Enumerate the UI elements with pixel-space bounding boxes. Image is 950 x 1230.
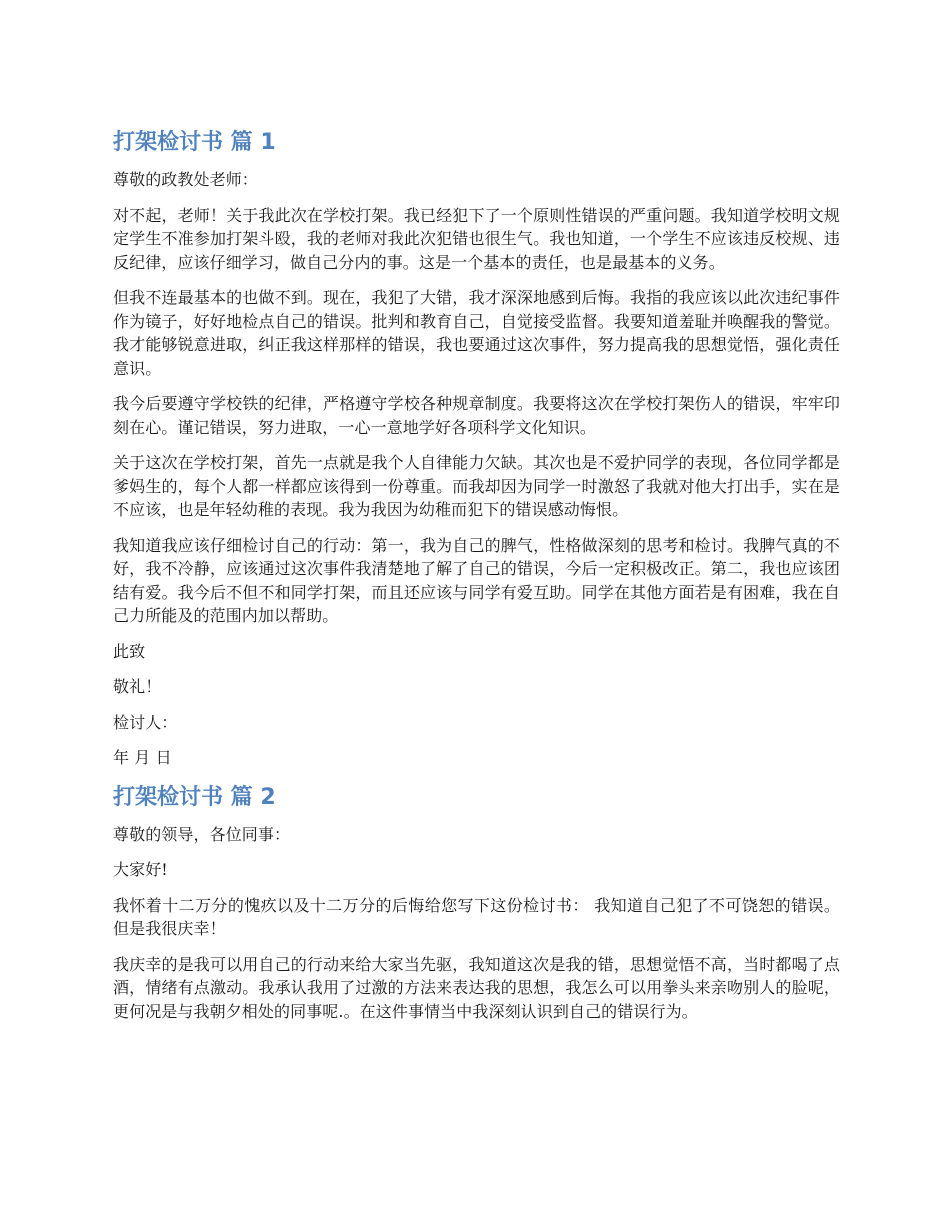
body-paragraph: 我庆幸的是我可以用自己的行动来给大家当先驱，我知道这次是我的错，思想觉悟不高，当时都喝了点酒，情绪有点激动。我承认我用了过激的方法来表达我的思想，我怎么可以用拳头来亲吻别人的脸呢，更何况是与我朝夕相处的同事呢.。在这件事情当中我深刻认识到自己的错误行为。 — [113, 954, 840, 1021]
document-page — [113, 127, 840, 1035]
date-line: 年 月 日 — [113, 748, 172, 767]
body-paragraph: 我知道我应该仔细检讨自己的行动：第一，我为自己的脾气，性格做深刻的思考和检讨。我脾气真的不好，我不冷静，应该通过这次事件我清楚地了解了自己的错误，今后一定积极改正。第二，我也应该团结有爱。我今后不但不和同学打架，而且还应该与同学有爱互助。同学在其他方面若是有困难，我在自己力所能及的范围内加以帮助。 — [113, 535, 840, 625]
body-paragraph: 我今后要遵守学校铁的纪律，严格遵守学校各种规章制度。我要将这次在学校打架伤人的错误，牢牢印刻在心。谨记错误，努力进取，一心一意地学好各项科学文化知识。 — [113, 394, 840, 437]
body-paragraph: 关于这次在学校打架，首先一点就是我个人自律能力欠缺。其次也是不爱护同学的表现，各位同学都是爹妈生的，每个人都一样都应该得到一份尊重。而我却因为同学一时激怒了我就对他大打出手，实在是不应该，也是年轻幼稚的表现。我为我因为幼稚而犯下的错误感动悔恨。 — [113, 453, 840, 519]
section-2-title: 打架检讨书 篇 2 — [113, 784, 276, 810]
salutation: 尊敬的领导，各位同事： — [113, 824, 291, 844]
body-paragraph: 但我不连最基本的也做不到。现在，我犯了大错，我才深深地感到后悔。我指的我应该以此次违纪事件作为镜子，好好地检点自己的错误。批判和教育自己，自觉接受监督。我要知道羞耻并唤醒我的警觉。我才能够锐意进取，纠正我这样那样的错误，我也要通过这次事件，努力提高我的思想觉悟，强化责任意识。 — [113, 288, 840, 378]
section-1-title: 打架检讨书 篇 1 — [113, 130, 276, 155]
body-paragraph: 我怀着十二万分的愧疚以及十二万分的后悔给您写下这份检讨书： 我知道自己犯了不可饶恕的错误。但是我很庆幸！ — [113, 895, 840, 938]
signature-line: 检讨人： — [113, 712, 178, 732]
greeting: 大家好! — [113, 860, 168, 879]
salutation: 尊敬的政教处老师： — [113, 170, 258, 189]
closing-salute: 敬礼！ — [113, 677, 162, 696]
body-paragraph: 对不起，老师！关于我此次在学校打架。我已经犯下了一个原则性错误的严重问题。我知道学校明文规定学生不准参加打架斗殴，我的老师对我此次犯错也很生气。我也知道，一个学生不应该违反校规、违反纪律，应该仔细学习，做自己分内的事。这是一个基本的责任，也是最基本的义务。 — [113, 205, 840, 272]
closing-line: 此致 — [113, 641, 146, 661]
